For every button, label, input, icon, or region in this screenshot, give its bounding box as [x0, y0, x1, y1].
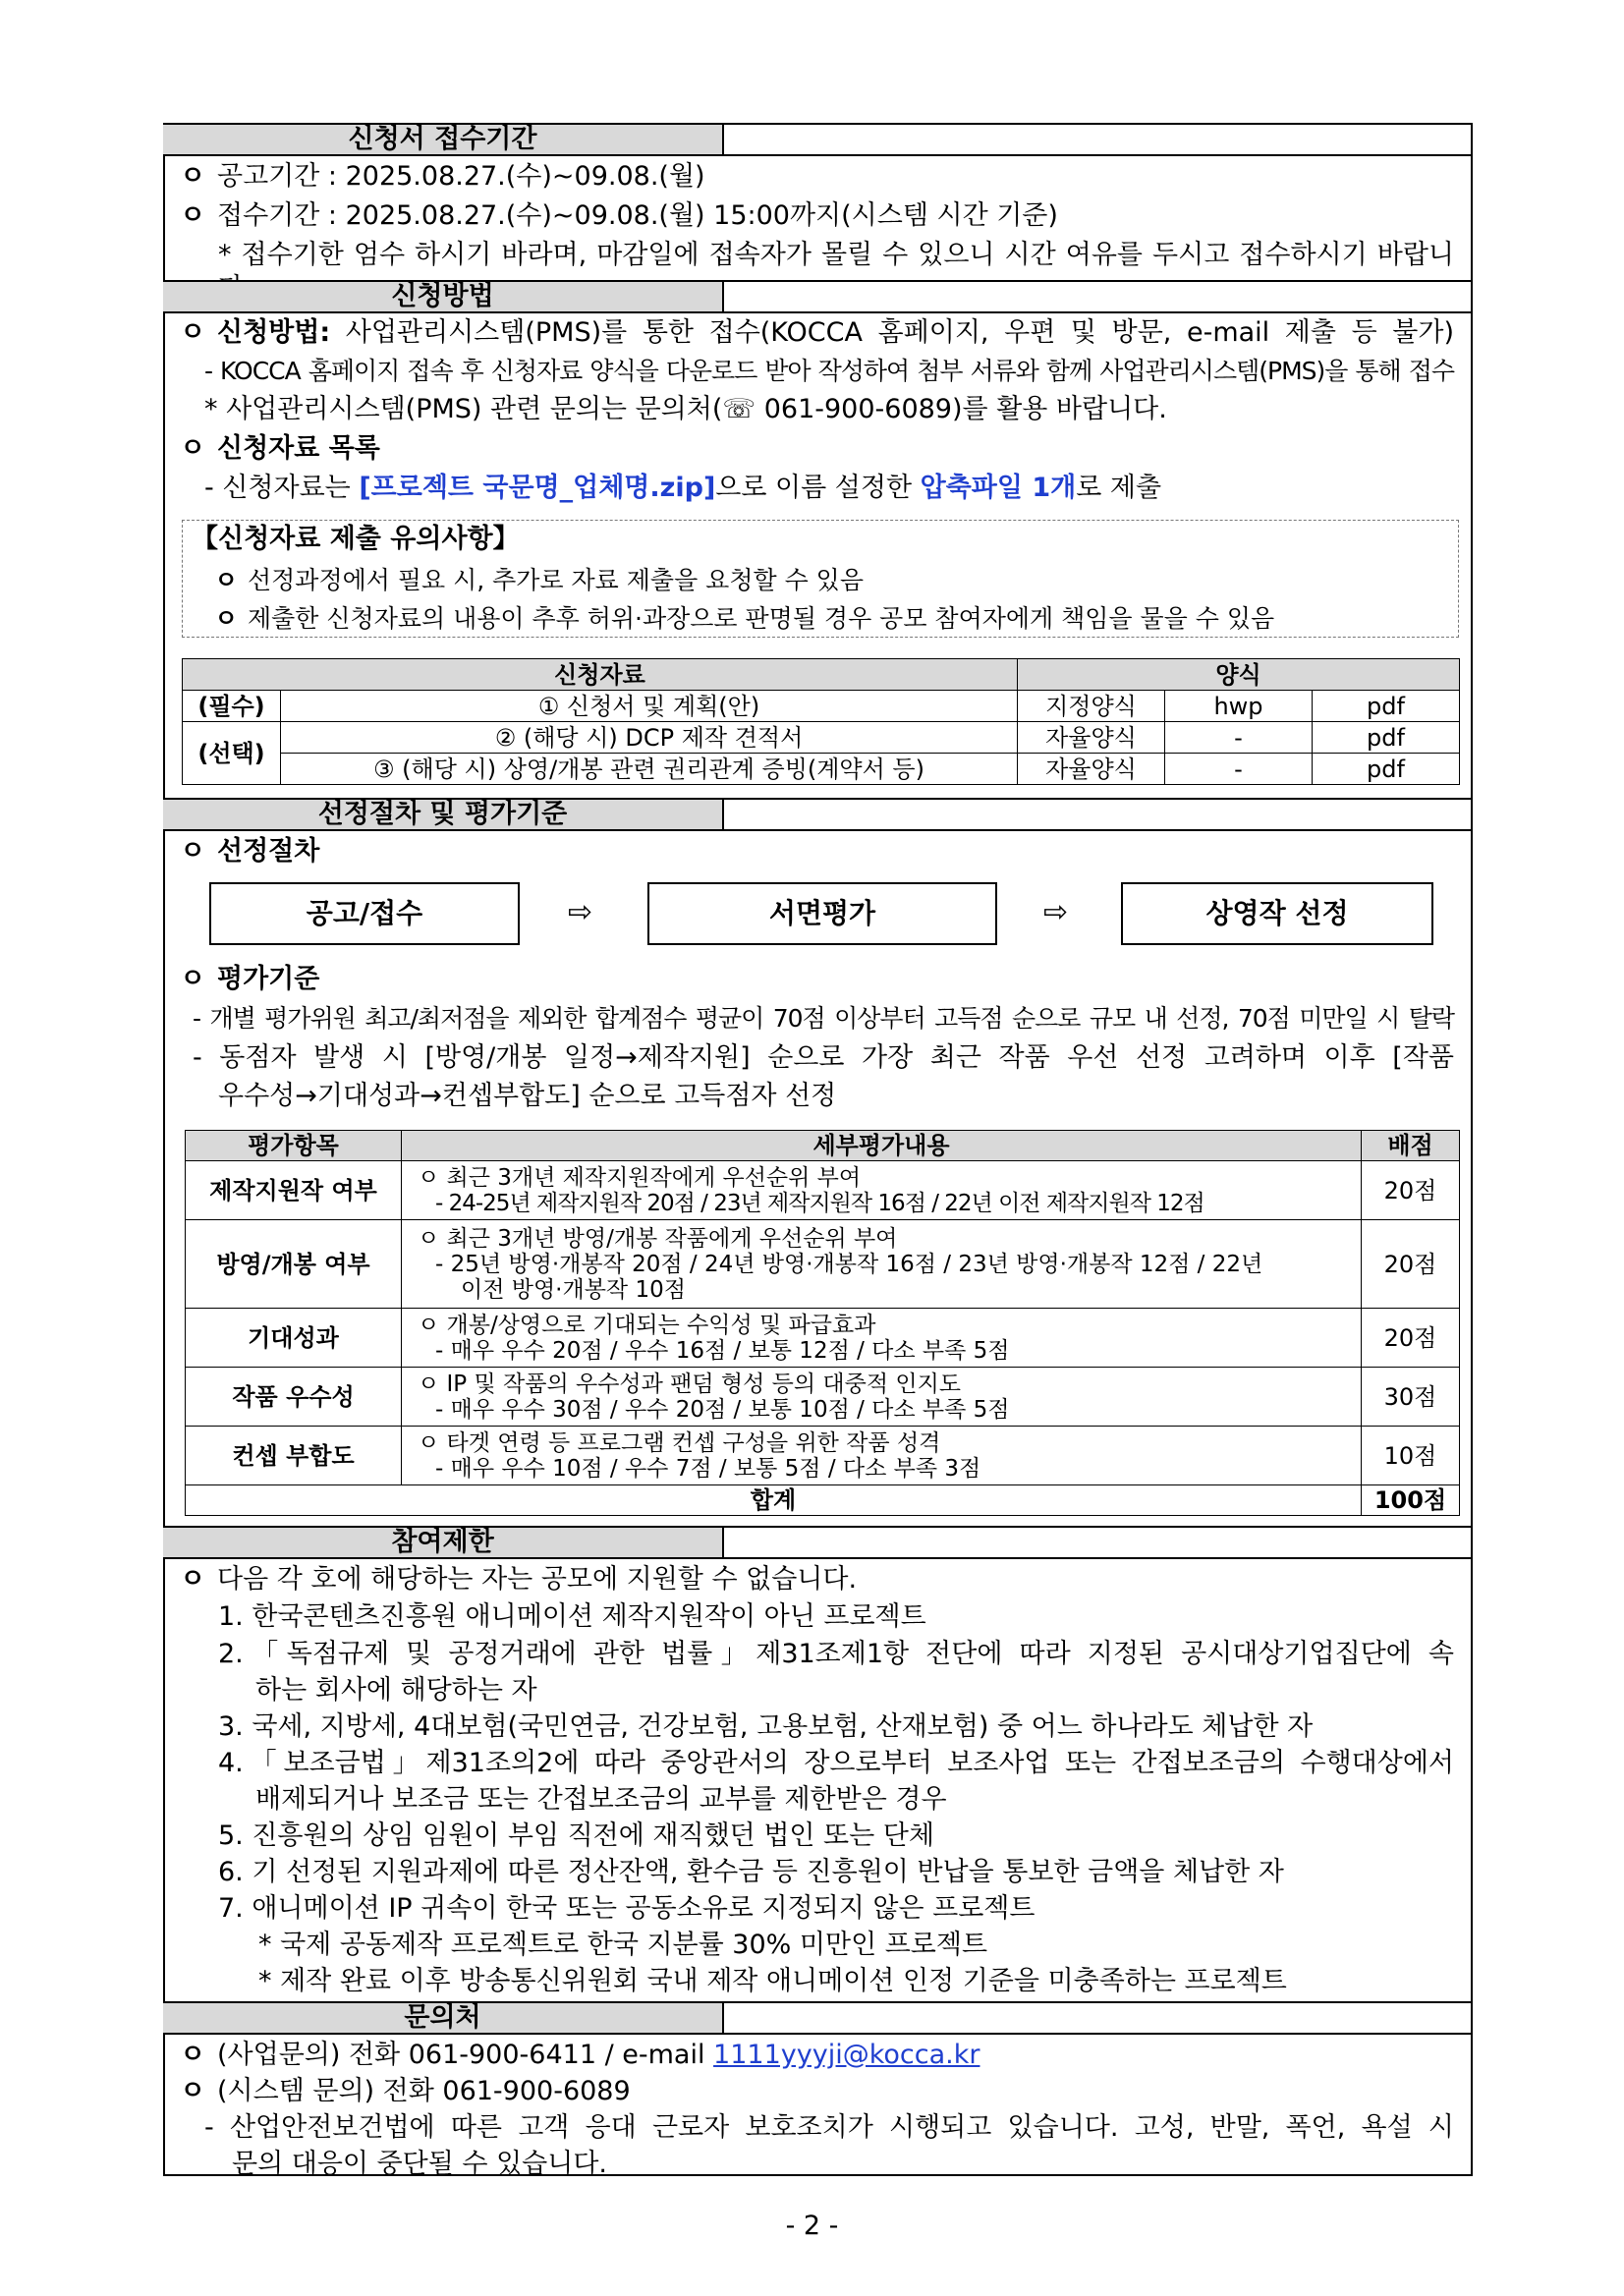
eval-table: [185, 1130, 1460, 1516]
section-title: 문의처: [163, 2003, 724, 2033]
restriction-item-cont: 배제되거나 보조금 또는 간접보조금의 교부를 제한받은 경우: [255, 1784, 947, 1815]
eval-item: 컨셉 부합도: [186, 1427, 402, 1485]
selection-process-title: ㅇ 선정절차: [180, 836, 320, 867]
contact-notice: - 산업안전보건법에 따른 고객 응대 근로자 보호조치가 시행되고 있습니다. 고성, 반말, 폭언, 욕설 시: [204, 2112, 1454, 2143]
eval-score: 30점: [1362, 1368, 1460, 1427]
method-bullet: ㅇ 신청방법: 사업관리시스템(PMS)를 통한 접수(KOCCA 홈페이지, 우편 및 방문, e-mail 제출 등 불가): [180, 317, 1454, 348]
eval-total-value: 100점: [1362, 1485, 1460, 1516]
contact-notice-cont: 문의 대응이 중단될 수 있습니다.: [232, 2149, 607, 2179]
contact-system: ㅇ (시스템 문의) 전화 061-900-6089: [180, 2076, 631, 2106]
step-select: 상영작 선정: [1121, 882, 1433, 945]
eval-detail: ㅇ 개봉/상영으로 기대되는 수익성 및 파급효과 - 매우 우수 20점 / 우수 16점 / 보통 12점 / 다소 부족 5점: [402, 1309, 1362, 1368]
criteria-dash: - 개별 평가위원 최고/최저점을 제외한 합계점수 평균이 70점 이상부터 고득점 순으로 규모 내 선정, 70점 미만일 시 탈락: [193, 1004, 1454, 1033]
eval-score: 20점: [1362, 1220, 1460, 1309]
section-title: 신청서 접수기간: [163, 125, 724, 154]
criteria-title: ㅇ 평가기준: [180, 964, 320, 994]
eval-detail: ㅇ 최근 3개년 방영/개봉 작품에게 우선순위 부여 - 25년 방영·개봉작 20점 / 24년 방영·개봉작 16점 / 23년 방영·개봉작 12점 / 22년 이전 방영·개봉작 10점: [402, 1220, 1362, 1309]
eval-total-label: 합계: [186, 1485, 1362, 1516]
tie-rule: - 동점자 발생 시 [방영/개봉 일정→제작지원] 순으로 가장 최근 작품 우선 선정 고려하며 이후 [작품: [193, 1042, 1454, 1073]
restriction-intro: ㅇ 다음 각 호에 해당하는 자는 공모에 지원할 수 없습니다.: [180, 1564, 858, 1595]
eval-item: 방영/개봉 여부: [186, 1220, 402, 1309]
doc-type: 지정양식: [1018, 691, 1165, 722]
restriction-item: 4.「보조금법」제31조의2에 따라 중앙관서의 장으로부터 보조사업 또는 간접보조금의 수행대상에서: [218, 1748, 1454, 1778]
page-number: - 2 -: [785, 2211, 839, 2241]
doc-format: -: [1165, 754, 1313, 785]
optional-label: (선택): [183, 722, 281, 785]
restriction-item: 7. 애니메이션 IP 귀속이 한국 또는 공동소유로 지정되지 않은 프로젝트: [218, 1893, 1036, 1924]
period-notice: ㅇ 공고기간 : 2025.08.27.(수)~09.08.(월): [180, 161, 705, 192]
eval-item: 작품 우수성: [186, 1368, 402, 1427]
section-title: 선정절차 및 평가기준: [163, 800, 724, 829]
restriction-item: 1. 한국콘텐츠진흥원 애니메이션 제작지원작이 아닌 프로젝트: [218, 1601, 926, 1632]
eval-header: 배점: [1362, 1131, 1460, 1161]
doc-name: ③ (해당 시) 상영/개봉 관련 권리관계 증빙(계약서 등): [281, 754, 1018, 785]
section-header-restriction: [163, 1526, 1473, 1559]
section-header-period: [163, 123, 1473, 156]
step-review: 서면평가: [647, 882, 997, 945]
caution-item: ㅇ 선정과정에서 필요 시, 추가로 자료 제출을 요청할 수 있음: [214, 566, 864, 594]
contact-business: ㅇ (사업문의) 전화 061-900-6411 / e-mail 1111yyyji@kocca.kr: [180, 2040, 980, 2070]
doc-type: 자율양식: [1018, 722, 1165, 754]
arrow-icon: ⇨: [568, 895, 593, 929]
section-header-selection: [163, 798, 1473, 831]
eval-header: 평가항목: [186, 1131, 402, 1161]
period-note: * 접수기한 엄수 하시기 바라며, 마감일에 접속자가 몰릴 수 있으니 시간 여유를 두시고 접수하시기 바랍니: [218, 240, 1454, 270]
doc-format: pdf: [1313, 754, 1460, 785]
tie-rule-cont: 우수성→기대성과→컨셉부합도] 순으로 고득점자 선정: [218, 1081, 837, 1111]
section-title: 신청방법: [163, 282, 724, 311]
restriction-note: * 국제 공동제작 프로젝트로 한국 지분률 30% 미만인 프로젝트: [258, 1930, 988, 1960]
eval-header: 세부평가내용: [402, 1131, 1362, 1161]
step-apply: 공고/접수: [209, 882, 520, 945]
section-header-contact: [163, 2001, 1473, 2035]
caution-item: ㅇ 제출한 신청자료의 내용이 추후 허위·과장으로 판명될 경우 공모 참여자에게 책임을 물을 수 있음: [214, 604, 1275, 633]
contact-email-link[interactable]: 1111yyyji@kocca.kr: [713, 2040, 980, 2070]
eval-item: 기대성과: [186, 1309, 402, 1368]
restriction-item-cont: 하는 회사에 해당하는 자: [255, 1675, 537, 1706]
eval-detail: ㅇ IP 및 작품의 우수성과 팬덤 형성 등의 대중적 인지도 - 매우 우수 30점 / 우수 20점 / 보통 10점 / 다소 부족 5점: [402, 1368, 1362, 1427]
arrow-icon: ⇨: [1043, 895, 1069, 929]
section-title: 참여제한: [163, 1528, 724, 1557]
restriction-item: 2.「독점규제 및 공정거래에 관한 법률」제31조제1항 전단에 따라 지정된 공시대상기업집단에 속: [218, 1639, 1454, 1669]
eval-detail: ㅇ 최근 3개년 제작지원작에게 우선순위 부여 - 24-25년 제작지원작 20점 / 23년 제작지원작 16점 / 22년 이전 제작지원작 12점: [402, 1161, 1362, 1220]
required-label: (필수): [183, 691, 281, 722]
docs-filename-rule: - 신청자료는 [프로젝트 국문명_업체명.zip]으로 이름 설정한 압축파일 1개로 제출: [204, 473, 1162, 503]
method-dash: - KOCCA 홈페이지 접속 후 신청자료 양식을 다운로드 받아 작성하여 첨부 서류와 함께 사업관리시스템(PMS)을 통해 접수: [204, 357, 1454, 385]
doc-format: pdf: [1313, 722, 1460, 754]
docs-list-title: ㅇ 신청자료 목록: [180, 433, 380, 464]
restriction-item: 6. 기 선정된 지원과제에 따른 정산잔액, 환수금 등 진흥원이 반납을 통보한 금액을 체납한 자: [218, 1857, 1284, 1887]
doc-name: ① 신청서 및 계획(안): [281, 691, 1018, 722]
eval-score: 20점: [1362, 1309, 1460, 1368]
caution-title: 【신청자료 제출 유의사항】: [192, 524, 520, 554]
restriction-note: * 제작 완료 이후 방송통신위원회 국내 제작 애니메이션 인정 기준을 미충족하는 프로젝트: [258, 1966, 1287, 1996]
doc-type: 자율양식: [1018, 754, 1165, 785]
form-header: 양식: [1018, 659, 1460, 691]
period-apply: ㅇ 접수기간 : 2025.08.27.(수)~09.08.(월) 15:00까지(시스템 시간 기준): [180, 200, 1058, 231]
eval-item: 제작지원작 여부: [186, 1161, 402, 1220]
docs-header: 신청자료: [183, 659, 1018, 691]
doc-name: ② (해당 시) DCP 제작 견적서: [281, 722, 1018, 754]
eval-detail: ㅇ 타겟 연령 등 프로그램 컨셉 구성을 위한 작품 성격 - 매우 우수 10점 / 우수 7점 / 보통 5점 / 다소 부족 3점: [402, 1427, 1362, 1485]
docs-table: [182, 658, 1460, 785]
doc-format: -: [1165, 722, 1313, 754]
restriction-item: 3. 국세, 지방세, 4대보험(국민연금, 건강보험, 고용보험, 산재보험) 중 어느 하나라도 체납한 자: [218, 1711, 1314, 1742]
method-note: * 사업관리시스템(PMS) 관련 문의는 문의처(☏ 061-900-6089)를 활용 바랍니다.: [204, 394, 1167, 424]
section-header-method: [163, 280, 1473, 313]
doc-format: hwp: [1165, 691, 1313, 722]
restriction-item: 5. 진흥원의 상임 임원이 부임 직전에 재직했던 법인 또는 단체: [218, 1820, 934, 1851]
doc-format: pdf: [1313, 691, 1460, 722]
eval-score: 10점: [1362, 1427, 1460, 1485]
eval-score: 20점: [1362, 1161, 1460, 1220]
